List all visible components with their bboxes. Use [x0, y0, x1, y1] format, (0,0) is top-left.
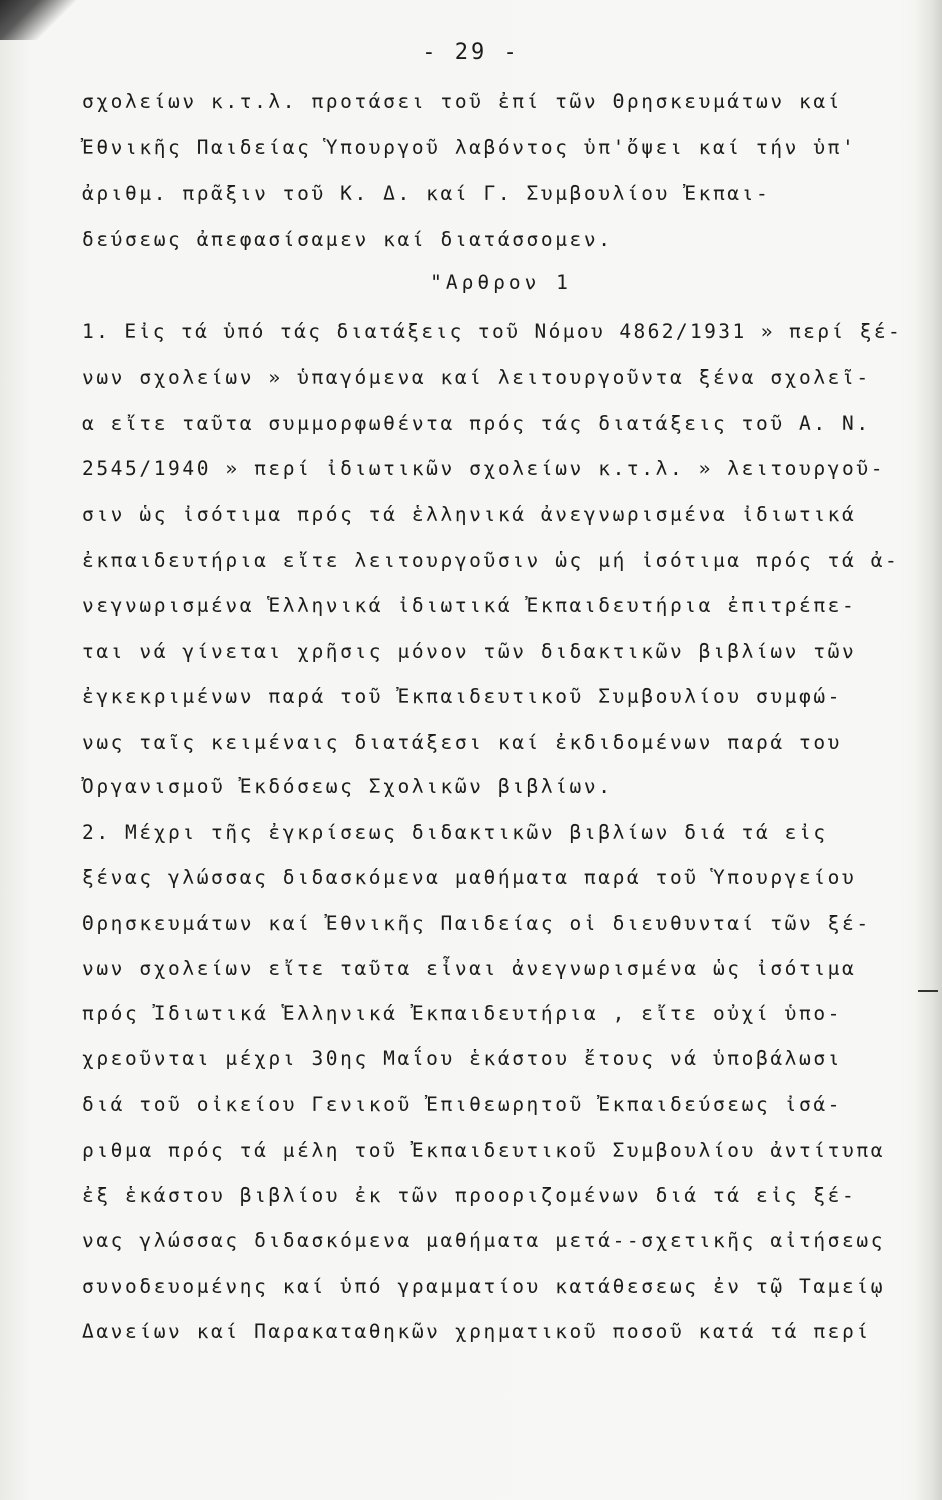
scan-right-edge — [914, 0, 942, 1500]
text-line-19: νων σχολείων εἴτε ταῦτα εἶναι ἀνεγνωρισμένα ὡς ἰσότιμα — [82, 957, 857, 980]
text-line-26: συνοδευομένης καί ὑπό γραμματίου κατάθεσεως ἐν τῷ Ταμείῳ — [82, 1275, 886, 1298]
text-line-3: ἀριθμ. πρᾶξιν τοῦ Κ. Δ. καί Γ. Συμβουλίου Ἐκπαι- — [82, 182, 771, 205]
page-number: - 29 - — [422, 40, 520, 65]
text-line-17: ξένας γλώσσας διδασκόμενα μαθήματα παρά τοῦ Ὑπουργείου — [82, 866, 857, 889]
text-line-1: σχολείων κ.τ.λ. προτάσει τοῦ ἐπί τῶν Θρησκευμάτων καί — [82, 90, 843, 113]
text-line-13: ἐγκεκριμένων παρά τοῦ Ἐκπαιδευτικοῦ Συμβουλίου συμφώ- — [82, 685, 843, 708]
text-line-8: 2545/1940 » περί ἰδιωτικῶν σχολείων κ.τ.λ. » λειτουργοῦ- — [82, 457, 886, 480]
text-line-18: Θρησκευμάτων καί Ἐθνικῆς Παιδείας οἱ διευθυνταί τῶν ξέ- — [82, 912, 871, 935]
text-line-7: α εἴτε ταῦτα συμμορφωθέντα πρός τάς διατάξεις τοῦ Α. Ν. — [82, 412, 871, 435]
text-line-16: 2. Μέχρι τῆς ἐγκρίσεως διδακτικῶν βιβλίων διά τά εἰς — [82, 821, 828, 844]
text-line-27: Δανείων καί Παρακαταθηκῶν χρηματικοῦ ποσοῦ κατά τά περί — [82, 1320, 871, 1343]
text-line-6: νων σχολείων » ὑπαγόμενα καί λειτουργοῦντα ξένα σχολεῖ- — [82, 366, 871, 389]
text-line-14: νως ταῖς κειμέναις διατάξεσι καί ἐκδιδομένων παρά του — [82, 731, 843, 754]
text-line-2: Ἐθνικῆς Παιδείας Ὑπουργοῦ λαβόντος ὑπ'ὄψει καί τήν ὑπ' — [82, 136, 857, 159]
margin-mark — [918, 990, 938, 992]
text-line-4: δεύσεως ἀπεφασίσαμεν καί διατάσσομεν. — [82, 228, 613, 251]
scan-corner-shadow — [0, 0, 90, 40]
text-line-9: σιν ὡς ἰσότιμα πρός τά ἑλληνικά ἀνεγνωρισμένα ἰδιωτικά — [82, 503, 857, 526]
text-line-24: ἐξ ἑκάστου βιβλίου ἐκ τῶν προοριζομένων διά τά εἰς ξέ- — [82, 1184, 857, 1207]
text-line-12: ται νά γίνεται χρῆσις μόνον τῶν διδακτικῶν βιβλίων τῶν — [82, 640, 857, 663]
text-line-22: διά τοῦ οἰκείου Γενικοῦ Ἐπιθεωρητοῦ Ἐκπαιδεύσεως ἰσά- — [82, 1093, 843, 1116]
text-line-23: ριθμα πρός τά μέλη τοῦ Ἐκπαιδευτικοῦ Συμβουλίου ἀντίτυπα — [82, 1139, 886, 1162]
text-line-11: νεγνωρισμένα Ἑλληνικά ἰδιωτικά Ἐκπαιδευτήρια ἐπιτρέπε- — [82, 594, 857, 617]
article-heading: "Αρθρον 1 — [430, 271, 572, 294]
text-line-15: Ὀργανισμοῦ Ἐκδόσεως Σχολικῶν βιβλίων. — [82, 775, 613, 798]
text-line-20: πρός Ἰδιωτικά Ἑλληνικά Ἐκπαιδευτήρια , εἴτε οὐχί ὑπο- — [82, 1002, 843, 1025]
text-line-25: νας γλώσσας διδασκόμενα μαθήματα μετά--σχετικῆς αἰτήσεως — [82, 1229, 886, 1252]
text-line-10: ἐκπαιδευτήρια εἴτε λειτουργοῦσιν ὡς μή ἰσότιμα πρός τά ἀ- — [82, 549, 900, 572]
text-line-5: 1. Εἰς τά ὑπό τάς διατάξεις τοῦ Νόμου 4862/1931 » περί ξέ- — [82, 320, 903, 343]
text-line-21: χρεοῦνται μέχρι 30ης Μαΐου ἑκάστου ἔτους νά ὑποβάλωσι — [82, 1047, 843, 1070]
